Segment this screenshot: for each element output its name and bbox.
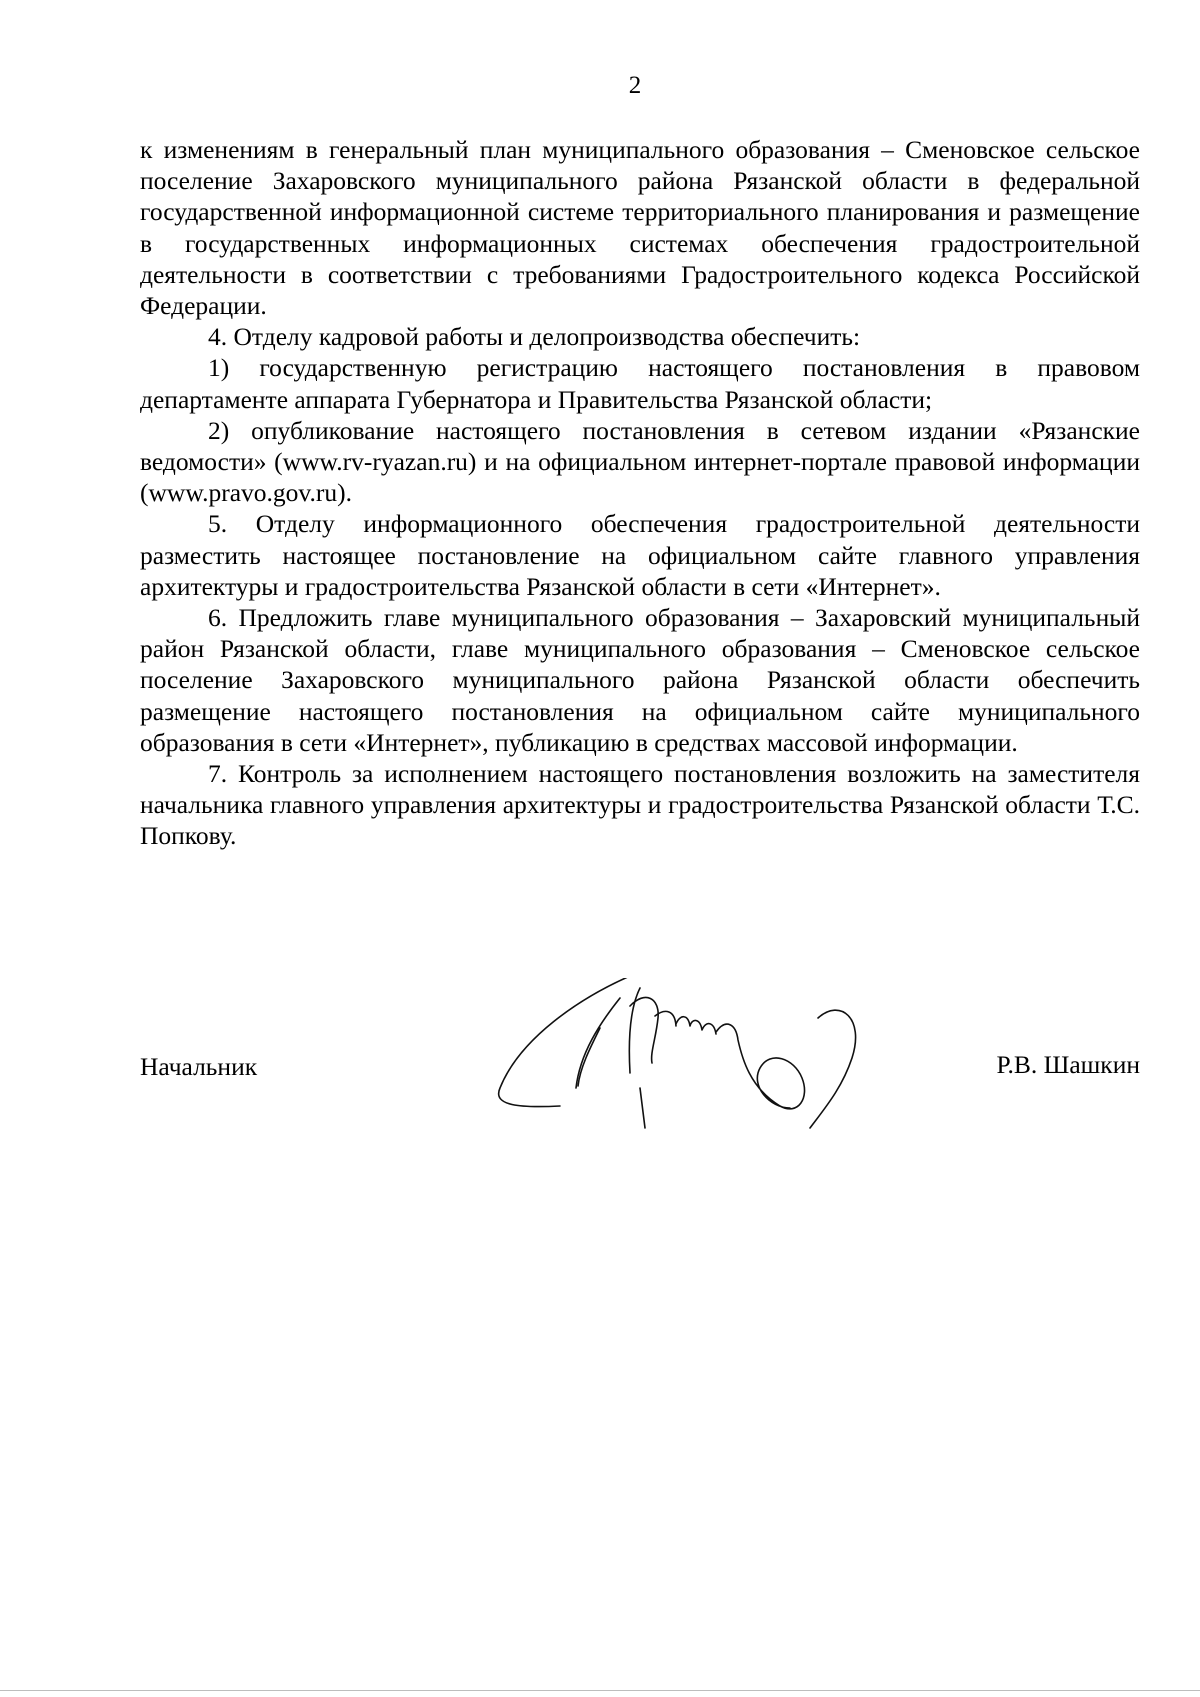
paragraph-item-4: 4. Отделу кадровой работы и делопроизводства обеспечить: (208, 322, 861, 352)
paragraph-item-4-2: 2) опубликование настоящего постановления в сетевом издании «Рязанские ведомости» (www.rv-ryazan.ru) и на официальном интернет-портале правовой информации (www.pravo.gov.ru). (140, 415, 1140, 508)
signatory-title: Начальник (140, 1052, 258, 1081)
page-number: 2 (628, 72, 642, 99)
paragraph-continuation: к изменениям в генеральный план муниципального образования – Сменовское сельское поселение Захаровского муниципального района Рязанской области в федеральной государственной информационной системе территориального планирования и размещение в государственных информационных системах обеспечения градостроительной деятельности в соответствии с требованиями Градостроительного кодекса Российской Федерации. (140, 135, 1140, 321)
bottom-edge-line (0, 1690, 1200, 1691)
document-body (140, 134, 1140, 852)
handwritten-signature (480, 978, 900, 1168)
signatory-name: Р.В. Шашкин (996, 1050, 1140, 1079)
paragraph-item-5: 5. Отделу информационного обеспечения градостроительной деятельности разместить настоящее постановление на официальном сайте главного управления архитектуры и градостроительства Рязанской области в сети «Интернет». (140, 509, 1140, 601)
paragraph-item-6: 6. Предложить главе муниципального образования – Захаровский муниципальный район Рязанской области, главе муниципального образования – Сменовское сельское поселение Захаровского муниципального района Рязанской области обеспечить размещение настоящего постановления на официальном сайте муниципального образования в сети «Интернет», публикацию в средствах массовой информации. (140, 603, 1140, 757)
paragraph-item-4-1: 1) государственную регистрацию настоящего постановления в правовом департаменте аппарата Губернатора и Правительства Рязанской области; (140, 353, 1140, 414)
paragraph-item-7: 7. Контроль за исполнением настоящего постановления возложить на заместителя начальника главного управления архитектуры и градостроительства Рязанской области Т.С. Попкову. (140, 759, 1140, 851)
signature-block (140, 1040, 1140, 1190)
